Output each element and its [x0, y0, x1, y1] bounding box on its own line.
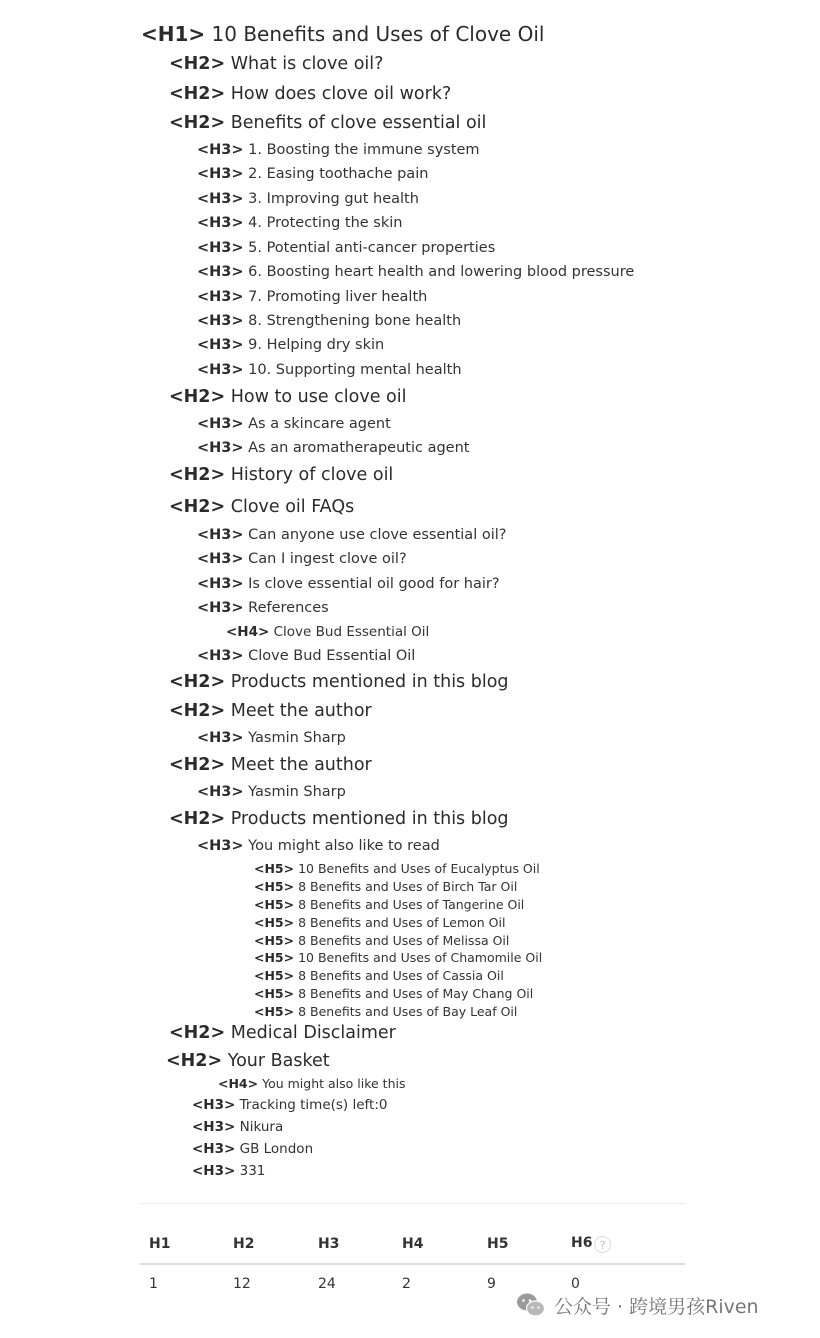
outline-item-h3: <H3> Is clove essential oil good for hair?	[197, 576, 500, 592]
outline-item-h2: <H2> Your Basket	[166, 1051, 330, 1071]
outline-item-h1: <H1> 10 Benefits and Uses of Clove Oil	[141, 22, 545, 46]
help-icon[interactable]: ?	[594, 1236, 611, 1253]
stats-header-h4: H4	[402, 1236, 424, 1252]
stats-header-h5: H5	[487, 1236, 509, 1252]
outline-item-h2: <H2> How to use clove oil	[169, 387, 407, 407]
section-divider	[140, 1203, 685, 1204]
outline-item-h5: <H5> 8 Benefits and Uses of Lemon Oil	[254, 915, 506, 930]
outline-item-h3: <H3> 9. Helping dry skin	[197, 337, 385, 353]
outline-item-h3: <H3> Nikura	[192, 1119, 284, 1135]
outline-item-h5: <H5> 10 Benefits and Uses of Eucalyptus Oil	[254, 861, 540, 876]
watermark-text: 公众号 · 跨境男孩Riven	[554, 1295, 759, 1318]
outline-item-h3: <H3> Yasmin Sharp	[197, 784, 346, 800]
stats-value-h3: 24	[318, 1276, 336, 1292]
outline-item-h3: <H3> You might also like to read	[197, 838, 440, 854]
outline-item-h4: <H4> Clove Bud Essential Oil	[226, 624, 430, 640]
stats-value-h2: 12	[233, 1276, 251, 1292]
stats-header-rule	[140, 1263, 685, 1265]
outline-item-h3: <H3> 331	[192, 1163, 266, 1179]
outline-item-h3: <H3> Clove Bud Essential Oil	[197, 648, 416, 664]
outline-item-h2: <H2> History of clove oil	[169, 465, 394, 485]
outline-item-h3: <H3> 6. Boosting heart health and lowering blood pressure	[197, 264, 635, 280]
outline-item-h3: <H3> 1. Boosting the immune system	[197, 142, 480, 158]
outline-item-h5: <H5> 8 Benefits and Uses of Cassia Oil	[254, 968, 504, 983]
outline-item-h5: <H5> 10 Benefits and Uses of Chamomile Oil	[254, 950, 543, 965]
stats-header-h6: H6	[571, 1235, 593, 1251]
stats-header-h2: H2	[233, 1236, 255, 1252]
outline-item-h2: <H2> Meet the author	[169, 701, 372, 721]
outline-item-h3: <H3> As an aromatherapeutic agent	[197, 440, 470, 456]
outline-item-h4: <H4> You might also like this	[218, 1076, 406, 1091]
stats-header-h3: H3	[318, 1236, 340, 1252]
outline-item-h2: <H2> How does clove oil work?	[169, 84, 452, 104]
wechat-icon	[516, 1292, 546, 1318]
stats-value-h4: 2	[402, 1276, 411, 1292]
outline-item-h3: <H3> GB London	[192, 1141, 314, 1157]
outline-item-h3: <H3> 5. Potential anti-cancer properties	[197, 240, 496, 256]
outline-item-h5: <H5> 8 Benefits and Uses of Birch Tar Oil	[254, 879, 518, 894]
outline-item-h2: <H2> Meet the author	[169, 755, 372, 775]
stats-value-h5: 9	[487, 1276, 496, 1292]
outline-item-h3: <H3> 10. Supporting mental health	[197, 362, 462, 378]
outline-item-h3: <H3> Can I ingest clove oil?	[197, 551, 407, 567]
stats-value-h1: 1	[149, 1276, 158, 1292]
outline-item-h2: <H2> Products mentioned in this blog	[169, 672, 509, 692]
outline-item-h3: <H3> Tracking time(s) left:0	[192, 1097, 388, 1113]
outline-item-h5: <H5> 8 Benefits and Uses of Melissa Oil	[254, 933, 510, 948]
outline-item-h3: <H3> 8. Strengthening bone health	[197, 313, 462, 329]
outline-item-h2: <H2> Clove oil FAQs	[169, 497, 355, 517]
outline-item-h5: <H5> 8 Benefits and Uses of May Chang Oil	[254, 986, 534, 1001]
outline-item-h2: <H2> What is clove oil?	[169, 54, 384, 74]
outline-item-h3: <H3> Can anyone use clove essential oil?	[197, 527, 507, 543]
stats-header-h1: H1	[149, 1236, 171, 1252]
stats-value-h6: 0	[571, 1276, 580, 1292]
outline-item-h3: <H3> 7. Promoting liver health	[197, 289, 428, 305]
outline-item-h2: <H2> Benefits of clove essential oil	[169, 113, 487, 133]
outline-item-h5: <H5> 8 Benefits and Uses of Bay Leaf Oil	[254, 1004, 518, 1019]
outline-item-h2: <H2> Medical Disclaimer	[169, 1023, 396, 1043]
outline-item-h3: <H3> As a skincare agent	[197, 416, 391, 432]
outline-item-h3: <H3> Yasmin Sharp	[197, 730, 346, 746]
outline-item-h5: <H5> 8 Benefits and Uses of Tangerine Oil	[254, 897, 525, 912]
outline-item-h3: <H3> References	[197, 600, 329, 616]
outline-item-h3: <H3> 4. Protecting the skin	[197, 215, 403, 231]
outline-item-h3: <H3> 3. Improving gut health	[197, 191, 419, 207]
outline-item-h3: <H3> 2. Easing toothache pain	[197, 166, 429, 182]
watermark	[516, 1292, 759, 1318]
outline-item-h2: <H2> Products mentioned in this blog	[169, 809, 509, 829]
